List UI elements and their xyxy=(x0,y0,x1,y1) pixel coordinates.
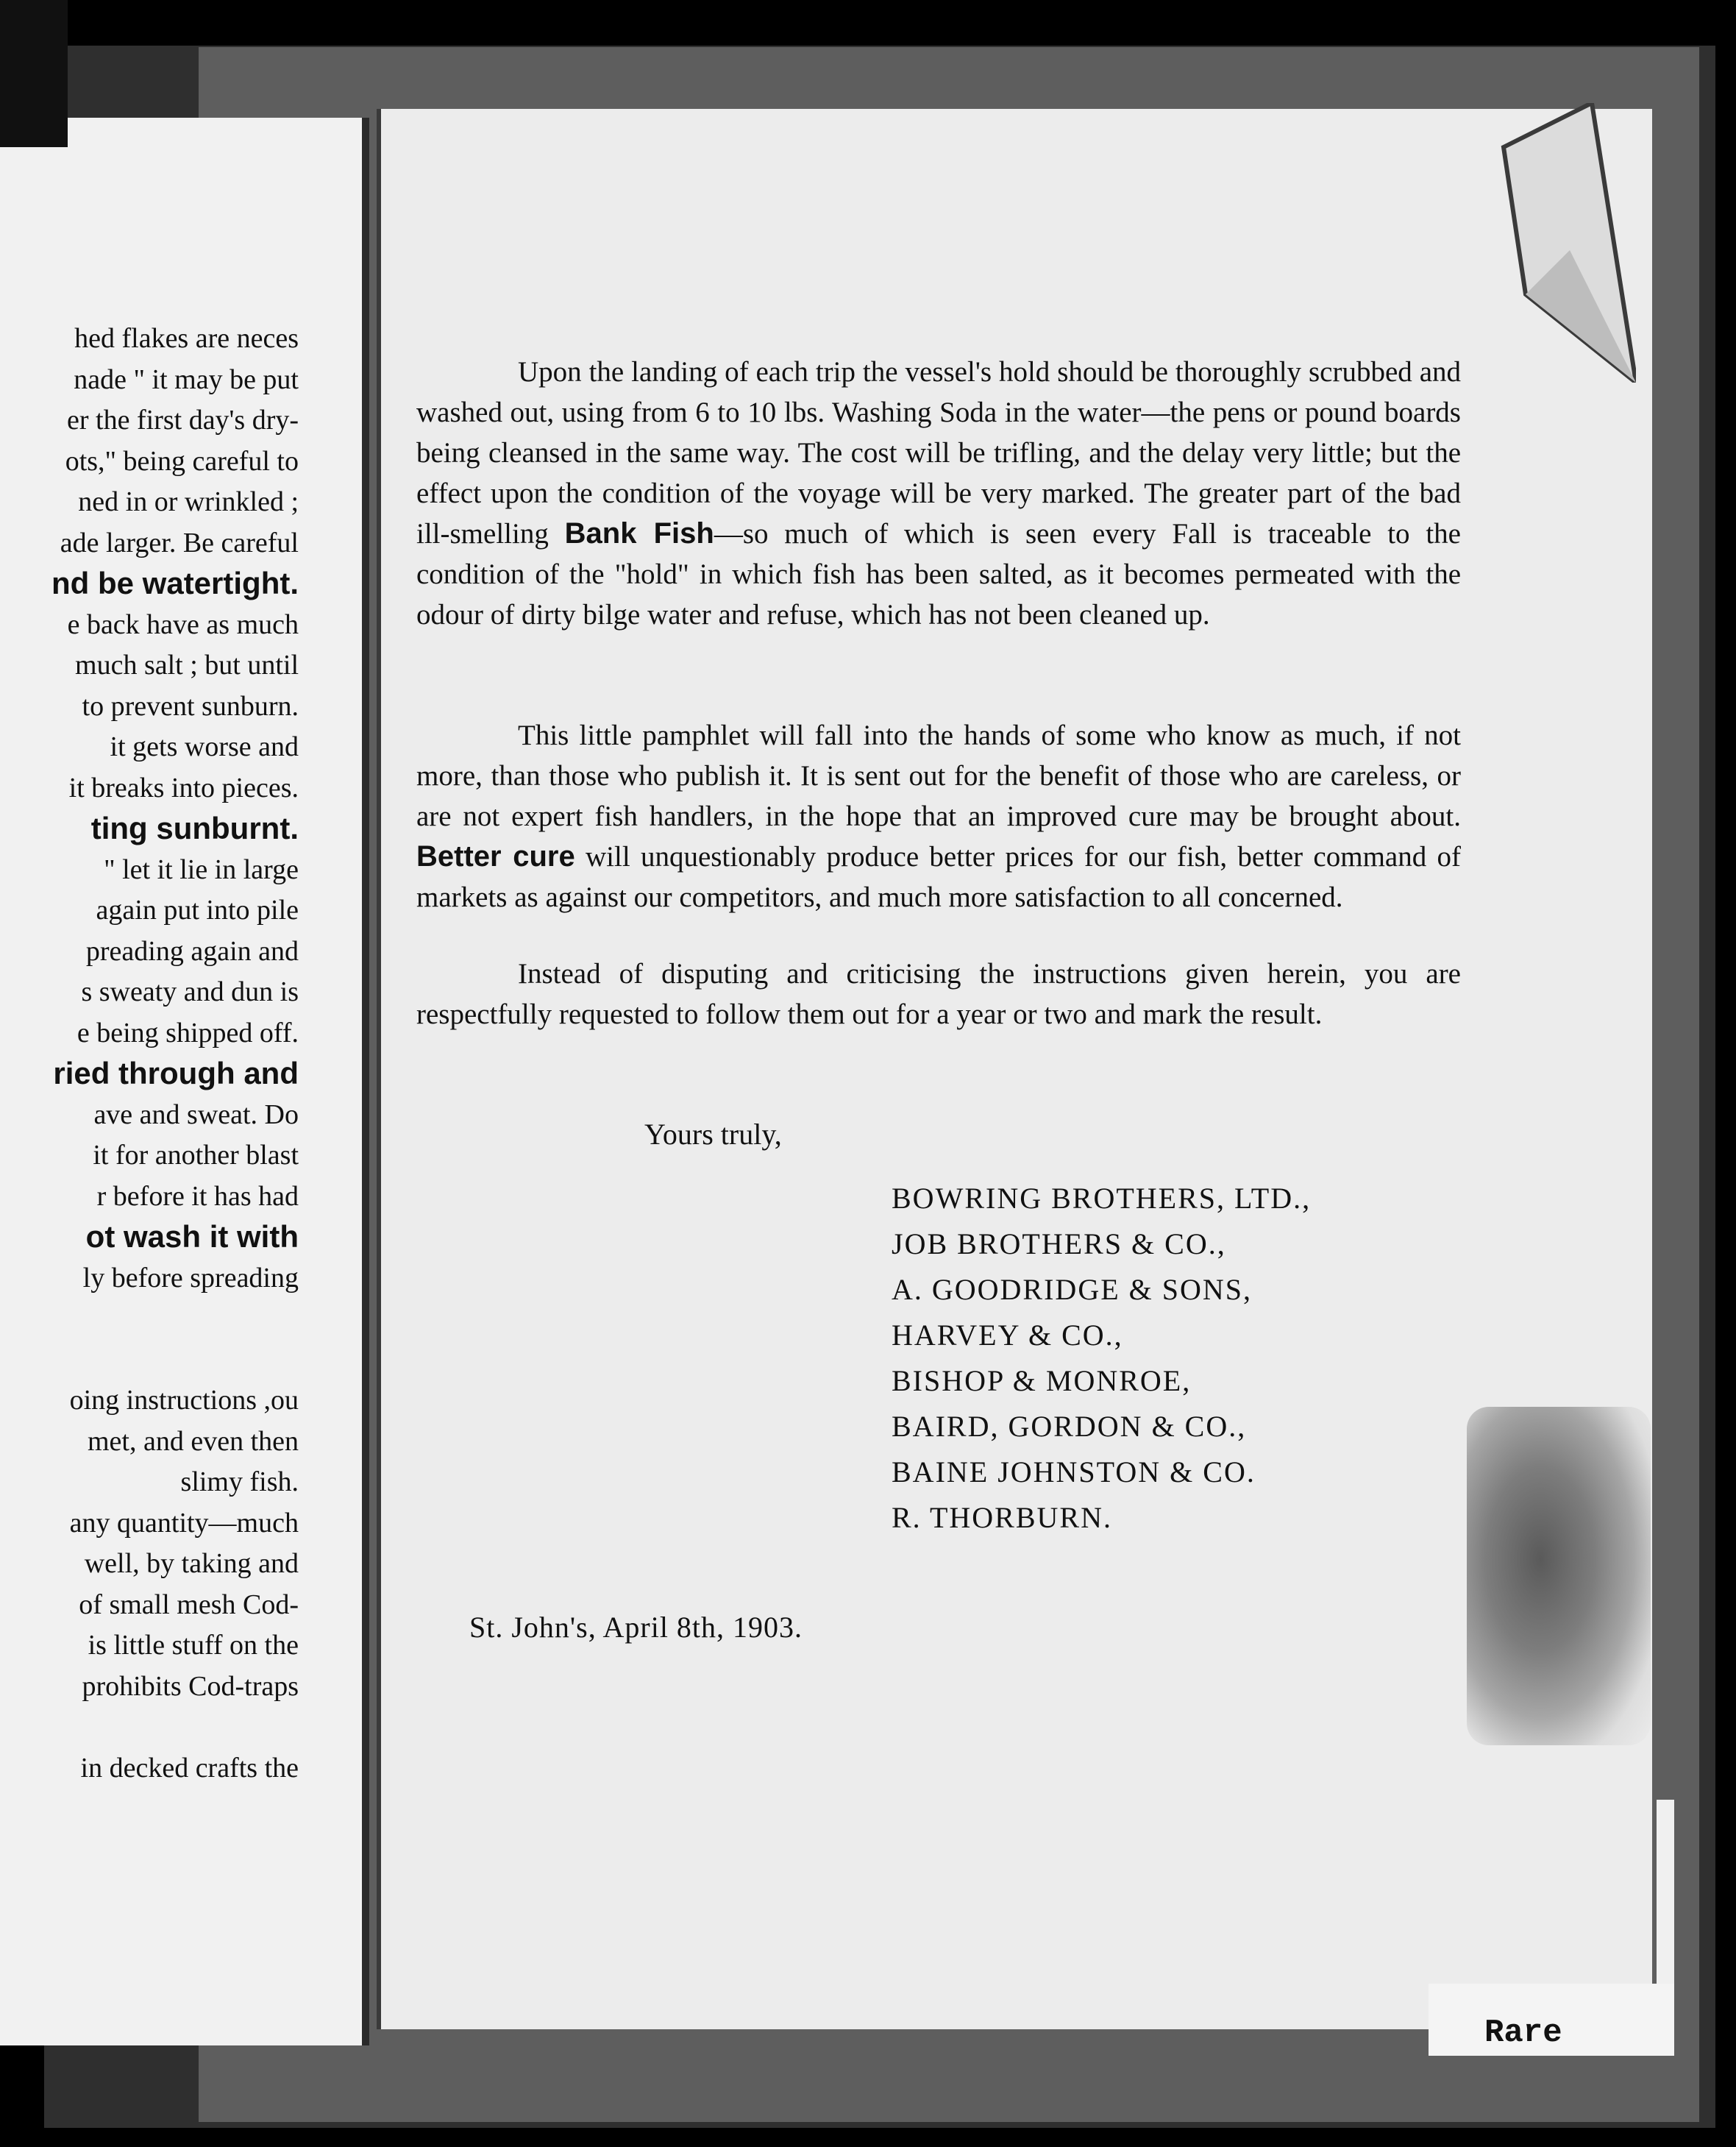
left-page-line: ots," being careful to xyxy=(65,445,299,477)
signatory: JOB BROTHERS & CO., xyxy=(892,1227,1226,1260)
signatory: BOWRING BROTHERS, LTD., xyxy=(892,1182,1312,1215)
left-page-line: e back have as much xyxy=(67,608,299,640)
left-page-line: oing instructions ,ou xyxy=(69,1385,299,1416)
paragraph-pamphlet-purpose xyxy=(416,715,1461,918)
left-page-line: ave and sweat. Do xyxy=(93,1099,299,1130)
paragraph-hold-cleaning xyxy=(416,352,1461,635)
left-page-line: ly before spreading xyxy=(82,1262,299,1293)
left-page-line: of small mesh Cod- xyxy=(79,1589,299,1620)
left-page-line: to prevent sunburn. xyxy=(82,690,299,722)
left-page-line: r before it has had xyxy=(96,1180,299,1212)
left-page-line: much salt ; but until xyxy=(75,650,299,681)
left-page-line: ot wash it with xyxy=(85,1219,299,1254)
left-page-line: ade larger. Be careful xyxy=(60,527,299,558)
paragraph-request xyxy=(416,954,1461,1035)
place-date: St. John's, April 8th, 1903. xyxy=(469,1611,803,1644)
rare-label-text: Rare xyxy=(1484,2015,1562,2051)
left-page-line: again put into pile xyxy=(96,895,299,926)
signatory: HARVEY & CO., xyxy=(892,1319,1123,1352)
left-page-line: any quantity—much xyxy=(69,1507,299,1539)
left-page xyxy=(0,118,369,2045)
left-page-line: it gets worse and xyxy=(110,731,299,762)
paragraph-1-text-a: Upon the landing of each trip the vessel's hold should be thoroughly scrubbed and washed out, using from 6 to 10 lbs. Washing Soda in the water—the pens or pound boards being cleansed in the same way. The cost will be trifling, and the delay very little; but the effect upon the condition of the voyage will be very marked. The greater part of the bad ill-smelling xyxy=(416,356,1461,550)
paragraph-2-text-a: This little pamphlet will fall into the hands of some who know as much, if not more, than those who publish it. It is sent out for the benefit of those who are careless, or are not expert fish handlers, in the hope that an improved cure may be brought about. xyxy=(416,720,1461,832)
signatory: BAIRD, GORDON & CO., xyxy=(892,1410,1247,1443)
left-page-line: it for another blast xyxy=(93,1140,299,1171)
left-page-line: nd be watertight. xyxy=(51,566,299,600)
better-cure-emphasis: Better cure xyxy=(416,840,575,873)
page-curl-corner xyxy=(1481,103,1636,383)
left-page-line: preading again and xyxy=(85,935,299,967)
left-page-line: met, and even then xyxy=(87,1425,299,1457)
left-page-line: e being shipped off. xyxy=(77,1017,299,1048)
left-page-line: ned in or wrinkled ; xyxy=(78,486,299,517)
bank-fish-emphasis: Bank Fish xyxy=(564,517,714,550)
paragraph-3-text: Instead of disputing and criticising the instructions given herein, you are respectfully requested to follow them out for a year or two and mark the result. xyxy=(416,958,1461,1030)
closing-salutation: Yours truly, xyxy=(644,1118,782,1151)
left-page-line: it breaks into pieces. xyxy=(68,772,299,803)
signatory: A. GOODRIDGE & SONS, xyxy=(892,1273,1253,1306)
right-page xyxy=(377,109,1652,2029)
signatory: R. THORBURN. xyxy=(892,1501,1112,1534)
left-page-line: er the first day's dry- xyxy=(67,405,299,436)
left-page-line: is little stuff on the xyxy=(88,1630,299,1661)
scan-edge-bar xyxy=(0,0,68,147)
paragraph-1-text-b: —so much of which is seen every Fall is traceable to the condition of the "hold" in which fish has been salted, as it becomes permeated with the odour of dirty bilge water and refuse, which has not been cleaned up. xyxy=(416,518,1461,631)
paragraph-2-text-b: will unquestionably produce better prices for our fish, better command of markets as against our competitors, and much more satisfaction to all concerned. xyxy=(416,841,1461,913)
left-page-line: well, by taking and xyxy=(84,1548,299,1579)
left-page-line: hed flakes are neces xyxy=(74,323,299,354)
left-page-line: slimy fish. xyxy=(180,1466,299,1497)
left-page-line: prohibits Cod-traps xyxy=(82,1670,299,1702)
paper-stain xyxy=(1467,1407,1651,1745)
left-page-line: in decked crafts the xyxy=(80,1752,299,1784)
left-page-line: s sweaty and dun is xyxy=(81,976,299,1007)
left-page-line: ting sunburnt. xyxy=(90,811,299,845)
left-page-line: ried through and xyxy=(53,1056,299,1090)
signatory: BAINE JOHNSTON & CO. xyxy=(892,1455,1256,1488)
left-page-line: " let it lie in large xyxy=(104,854,299,885)
signatory: BISHOP & MONROE, xyxy=(892,1364,1192,1397)
signatory-list xyxy=(892,1176,1311,1541)
left-page-line: nade " it may be put xyxy=(74,363,299,395)
